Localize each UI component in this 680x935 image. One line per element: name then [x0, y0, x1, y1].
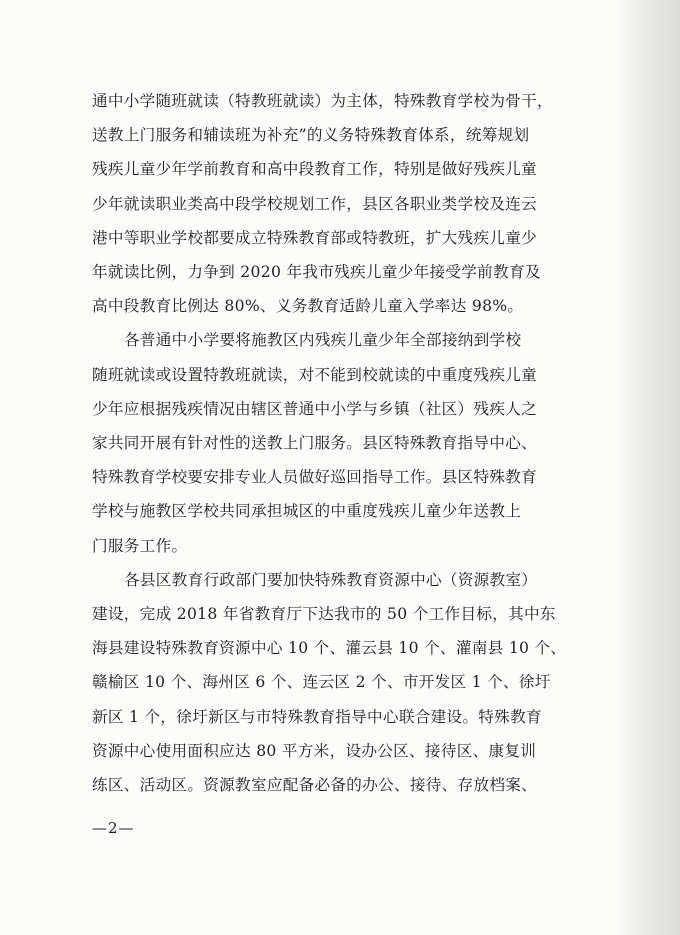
text-line: 建设，完成 2018 年省教育厅下达我市的 50 个工作目标，其中东 — [92, 605, 556, 624]
text-line: 门服务工作。 — [92, 536, 188, 555]
text-line: 练区、活动区。资源教室应配备必备的办公、接待、存放档案、 — [92, 776, 538, 795]
text-line: 学校与施教区学校共同承担城区的中重度残疾儿童少年送教上 — [92, 502, 522, 521]
page-number: —2— — [92, 819, 135, 837]
paragraph-2 — [92, 323, 592, 562]
text-line: 残疾儿童少年学前教育和高中段教育工作，特别是做好残疾儿童 — [92, 160, 538, 179]
text-line: 港中等职业学校都要成立特殊教育部或特教班，扩大残疾儿童少 — [92, 228, 538, 247]
text-line: 海县建设特殊教育资源中心 10 个、灌云县 10 个、灌南县 10 个、 — [92, 639, 567, 658]
text-line: 各县区教育行政部门要加快特殊教育资源中心（资源教室） — [124, 570, 538, 589]
text-line: 高中段教育比例达 80%、义务教育适龄儿童入学率达 98%。 — [92, 297, 524, 316]
text-line: 年就读比例，力争到 2020 年我市残疾儿童少年接受学前教育及 — [92, 263, 541, 282]
text-line: 赣榆区 10 个、海州区 6 个、连云区 2 个、市开发区 1 个、徐圩 — [92, 673, 551, 692]
text-line: 资源中心使用面积应达 80 平方米，设办公区、接待区、康复训 — [92, 741, 537, 760]
paragraph-1 — [92, 84, 592, 323]
document-body — [92, 84, 592, 802]
text-line: 特殊教育学校要安排专业人员做好巡回指导工作。县区特殊教育 — [92, 468, 538, 487]
text-line: 送教上门服务和辅读班为补充”的义务特殊教育体系，统筹规划 — [92, 126, 530, 145]
paragraph-3 — [92, 563, 592, 802]
text-line: 通中小学随班就读（特教班就读）为主体，特殊教育学校为骨干， — [92, 92, 553, 110]
text-line: 家共同开展有针对性的送教上门服务。县区特殊教育指导中心、 — [92, 434, 538, 453]
page-edge — [618, 0, 680, 935]
text-line: 少年应根据残疾情况由辖区普通中小学与乡镇（社区）残疾人之 — [92, 399, 538, 418]
text-line: 新区 1 个，徐圩新区与市特殊教育指导中心联合建设。特殊教育 — [92, 707, 542, 726]
text-line: 少年就读职业类高中段学校规划工作，县区各职业类学校及连云 — [92, 194, 538, 213]
text-line: 各普通中小学要将施教区内残疾儿童少年全部接纳到学校 — [124, 331, 522, 350]
text-line: 随班就读或设置特教班就读，对不能到校就读的中重度残疾儿童 — [92, 365, 538, 384]
